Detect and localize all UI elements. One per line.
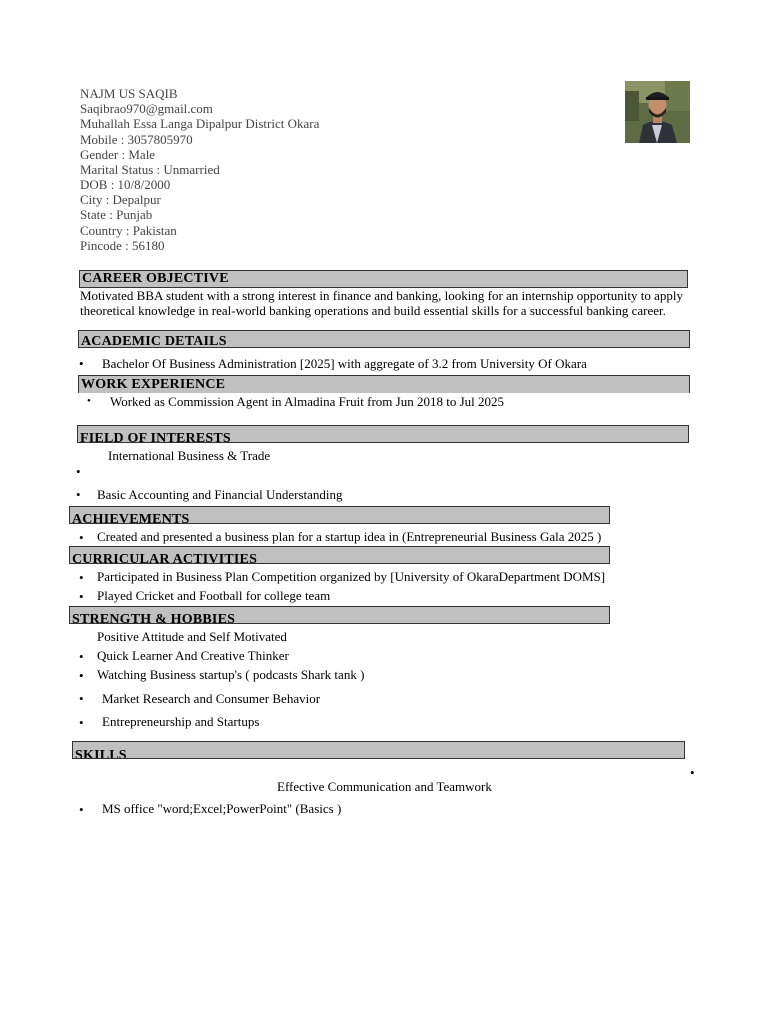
strength-hobbies-title: STRENGTH & HOBBIES	[72, 612, 236, 624]
bullet-icon: •	[79, 530, 84, 545]
academic-item: Bachelor Of Business Administration [2025] with aggregate of 3.2 from University Of Okara	[102, 356, 587, 371]
academic-details-title: ACADEMIC DETAILS	[81, 334, 227, 348]
gender: Gender : Male	[80, 147, 156, 162]
bullet-icon: •	[79, 691, 84, 706]
strength-item: Positive Attitude and Self Motivated	[97, 629, 287, 644]
skill-item: Effective Communication and Teamwork	[277, 779, 492, 794]
curricular-activities-heading	[69, 546, 610, 564]
profile-photo	[625, 81, 690, 143]
bullet-icon: •	[79, 356, 84, 371]
bullet-icon: •	[79, 649, 84, 664]
strength-item: Watching Business startup's ( podcasts Shark tank )	[97, 667, 365, 682]
field-of-interests-title: FIELD OF INTERESTS	[80, 431, 231, 443]
achievements-title: ACHIEVEMENTS	[72, 512, 190, 524]
marital-status: Marital Status : Unmarried	[80, 162, 220, 177]
achievements-heading	[69, 506, 610, 524]
career-objective-line-2: theoretical knowledge in real-world banking operations and build essential skills for a successful banking career.	[80, 303, 666, 318]
bullet-icon: •	[79, 570, 84, 585]
state: State : Punjab	[80, 207, 153, 222]
academic-details-heading	[78, 330, 690, 348]
country: Country : Pakistan	[80, 223, 177, 238]
bullet-icon: •	[79, 668, 84, 683]
mobile: Mobile : 3057805970	[80, 132, 193, 147]
curricular-item: Participated in Business Plan Competition organized by [University of OkaraDepartment DOMS]	[97, 569, 606, 584]
strength-item: Quick Learner And Creative Thinker	[97, 648, 289, 663]
bullet-icon: •	[76, 464, 81, 479]
bullet-icon: •	[87, 395, 91, 407]
work-experience-heading	[78, 375, 690, 393]
interest-item: Basic Accounting and Financial Understanding	[97, 487, 343, 502]
curricular-item: Played Cricket and Football for college team	[97, 588, 331, 603]
curricular-activities-title: CURRICULAR ACTIVITIES	[72, 552, 258, 564]
work-experience-title: WORK EXPERIENCE	[81, 377, 226, 392]
address: Muhallah Essa Langa Dipalpur District Okara	[80, 116, 320, 131]
candidate-name: NAJM US SAQIB	[80, 86, 178, 101]
dob: DOB : 10/8/2000	[80, 177, 171, 192]
bullet-icon: •	[79, 715, 84, 730]
email: Saqibrao970@gmail.com	[80, 101, 213, 116]
bullet-icon: •	[79, 802, 84, 817]
career-objective-line-1: Motivated BBA student with a strong interest in finance and banking, looking for an internship opportunity to apply	[80, 288, 683, 303]
skills-title: SKILLS	[75, 748, 127, 759]
career-objective-heading	[79, 270, 688, 288]
pincode: Pincode : 56180	[80, 238, 165, 253]
career-objective-title: CAREER OBJECTIVE	[82, 271, 229, 286]
interest-item: International Business & Trade	[108, 448, 271, 463]
strength-hobbies-heading	[69, 606, 610, 624]
bullet-icon: •	[76, 487, 81, 502]
profile-photo-icon	[625, 81, 690, 143]
strength-item: Market Research and Consumer Behavior	[102, 691, 321, 706]
work-item: Worked as Commission Agent in Almadina Fruit from Jun 2018 to Jul 2025	[110, 394, 504, 409]
bullet-icon: •	[690, 765, 695, 780]
skills-heading	[72, 741, 685, 759]
city: City : Depalpur	[80, 192, 161, 207]
field-of-interests-heading	[77, 425, 689, 443]
strength-item: Entrepreneurship and Startups	[102, 714, 260, 729]
achievement-item: Created and presented a business plan for a startup idea in (Entrepreneurial Business Gala 2025 )	[97, 529, 602, 544]
skill-item: MS office "word;Excel;PowerPoint" (Basics )	[102, 801, 342, 816]
bullet-icon: •	[79, 589, 84, 604]
